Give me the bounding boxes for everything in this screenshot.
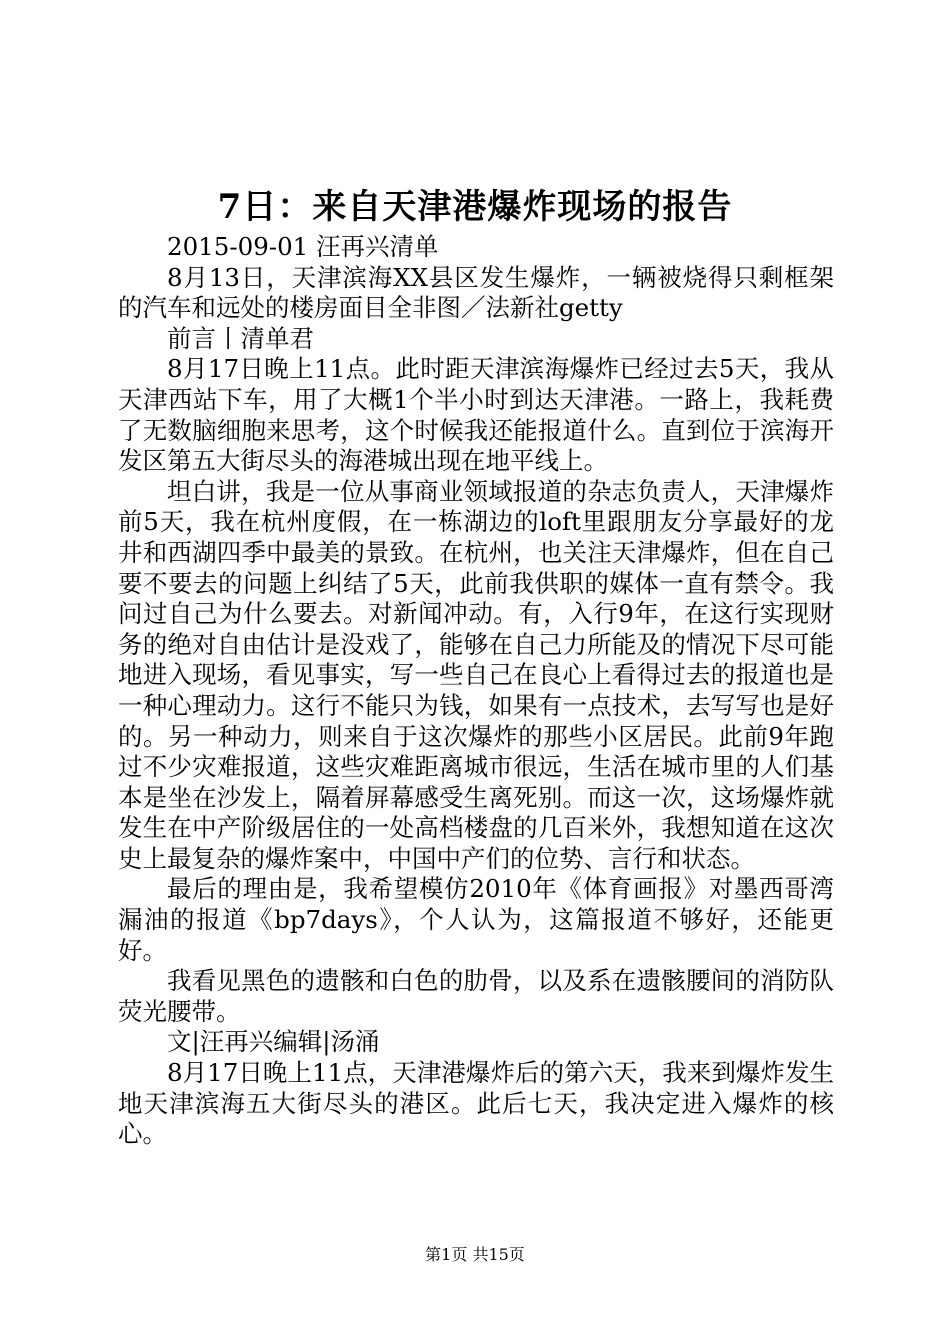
page-title: 7日：来自天津港爆炸现场的报告 bbox=[217, 187, 733, 227]
document-body bbox=[118, 232, 834, 1150]
date-author-line: 2015-09-01 汪再兴清单 bbox=[167, 232, 439, 261]
paragraph: 8月17日晚上11点，天津港爆炸后的第六天，我来到爆炸发生地天津滨海五大街尽头的港区。此后七天，我决定进入爆炸的核心。 bbox=[118, 1058, 834, 1149]
paragraph: 最后的理由是，我希望模仿2010年《体育画报》对墨西哥湾漏油的报道《bp7days》，个人认为，这篇报道不够好，还能更好。 bbox=[118, 874, 834, 965]
preface-heading: 前言丨清单君 bbox=[167, 323, 314, 353]
paragraph: 坦白讲，我是一位从事商业领域报道的杂志负责人，天津爆炸前5天，我在杭州度假，在一栋湖边的loft里跟朋友分享最好的龙井和西湖四季中最美的景致。在杭州，也关注天津爆炸，但在自己要不要去的问题上纠结了5天，此前我供职的媒体一直有禁令。我问过自己为什么要去。对新闻冲动。有，入行9年，在这行实现财务的绝对自由估计是没戏了，能够在自己力所能及的情况下尽可能地进入现场，看见事实，写一些自己在良心上看得过去的报道也是一种心理动力。这行不能只为钱，如果有一点技术，去写写也是好的。另一种动力，则来自于这次爆炸的那些小区居民。此前9年跑过不少灾难报道，这些灾难距离城市很远，生活在城市里的人们基本是坐在沙发上，隔着屏幕感受生离死别。而这一次，这场爆炸就发生在中产阶级居住的一处高档楼盘的几百米外，我想知道在这次史上最复杂的爆炸案中，中国中产们的位势、言行和状态。 bbox=[118, 476, 834, 873]
paragraph: 8月17日晚上11点。此时距天津滨海爆炸已经过去5天，我从天津西站下车，用了大概1个半小时到达天津港。一路上，我耗费了无数脑细胞来思考，这个时候我还能报道什么。直到位于滨海开发区第五大街尽头的海港城出现在地平线上。 bbox=[118, 354, 834, 476]
paragraph: 我看见黑色的遗骸和白色的肋骨，以及系在遗骸腰间的消防队荧光腰带。 bbox=[118, 966, 834, 1026]
photo-caption: 8月13日，天津滨海XX县区发生爆炸，一辆被烧得只剩框架的汽车和远处的楼房面目全非图／法新社getty bbox=[118, 262, 834, 323]
page-footer: 第1页 共15页 bbox=[425, 1245, 525, 1264]
byline: 文|汪再兴编辑|汤涌 bbox=[167, 1027, 380, 1057]
